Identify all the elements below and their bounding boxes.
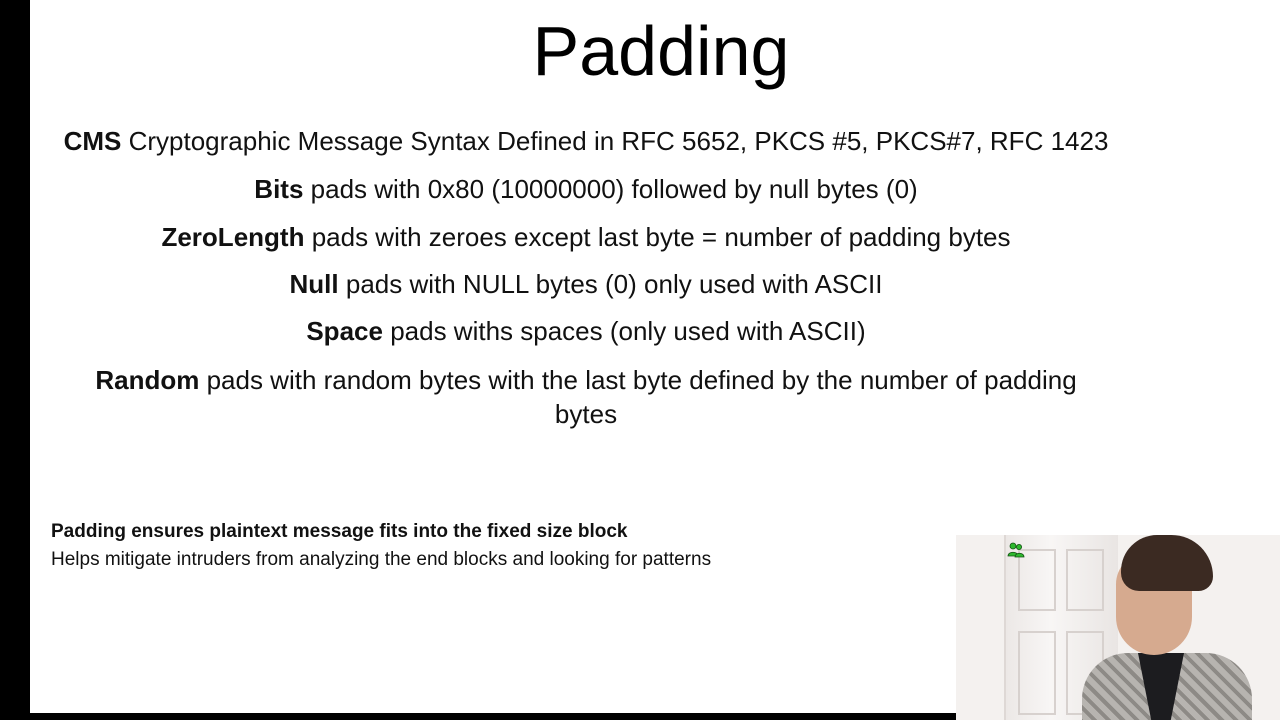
term-label: CMS [63,126,122,156]
presenter-hair [1121,535,1213,591]
term-label: Random [95,365,200,395]
term-label: Null [289,269,339,299]
term-description: Cryptographic Message Syntax Defined in RFC 5652, PKCS #5, PKCS#7, RFC 1423 [128,126,1109,156]
list-item-bits [30,172,1142,206]
term-description: pads with random bytes with the last byte defined by the number of padding bytes [206,365,1077,429]
term-description: pads with 0x80 (10000000) followed by null bytes (0) [310,174,918,204]
slide-title: Padding [532,12,790,90]
term-description: pads with zeroes except last byte = number of padding bytes [311,222,1011,252]
term-label: Bits [254,174,304,204]
list-item-zerolength [30,220,1142,254]
list-item-random [30,363,1142,431]
term-label: Space [306,316,383,346]
term-description: pads withs spaces (only used with ASCII) [390,316,866,346]
notes [51,518,711,574]
webcam-overlay [956,535,1280,720]
list-item-null [30,267,1142,301]
note-body: Helps mitigate intruders from analyzing the end blocks and looking for patterns [51,549,712,570]
list-item-cms [30,124,1142,158]
list-item-space [30,314,1142,348]
term-label: ZeroLength [161,222,305,252]
note-heading: Padding ensures plaintext message fits into the fixed size block [51,521,628,542]
term-description: pads with NULL bytes (0) only used with ASCII [345,269,883,299]
people-icon [1007,541,1025,559]
